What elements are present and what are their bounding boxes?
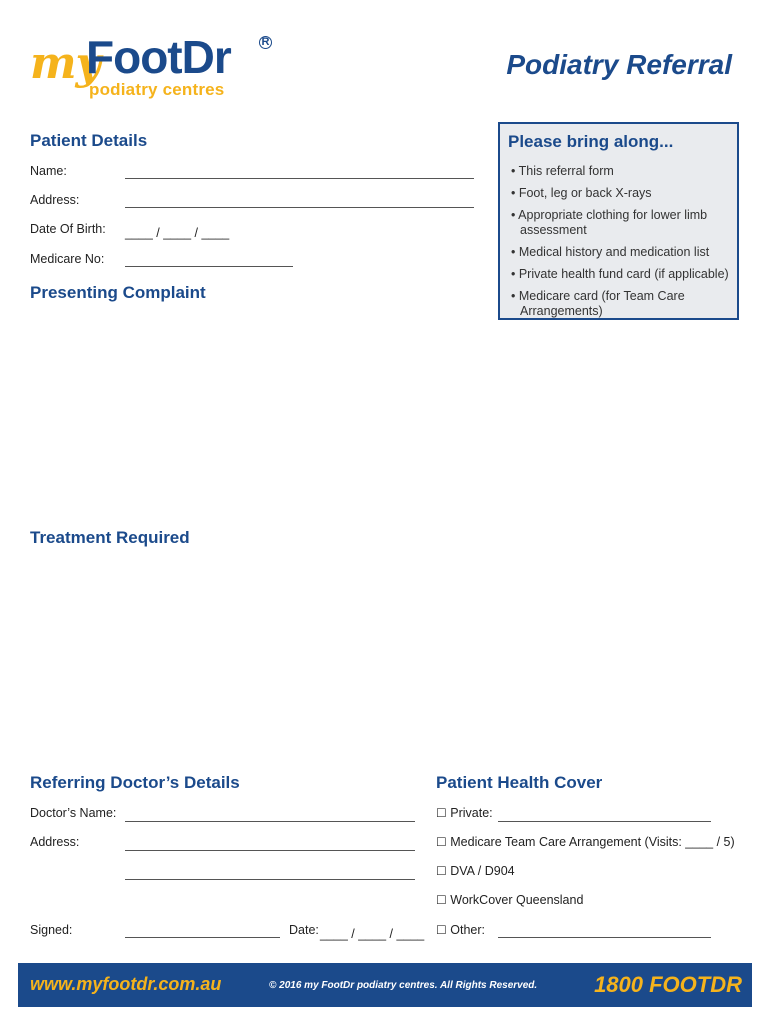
website-link[interactable]: www.myfootdr.com.au: [30, 974, 222, 994]
referring-doctor-heading: Referring Doctor’s Details: [30, 773, 240, 792]
signature-field[interactable]: [125, 937, 280, 938]
date-label: Date:: [289, 923, 319, 937]
date-field[interactable]: ____ / ____ / ____: [320, 927, 425, 941]
logo-prefix: my: [30, 38, 101, 89]
health-cover-heading: Patient Health Cover: [436, 773, 603, 792]
patient-name-field[interactable]: [125, 178, 474, 179]
patient-address-field[interactable]: [125, 207, 474, 208]
list-item: • Medicare card (for Team Care Arrangements): [511, 289, 685, 318]
signed-label: Signed:: [30, 923, 73, 937]
medicare-tca-label: Medicare Team Care Arrangement (Visits: ____ / 5): [450, 835, 735, 849]
phone-number[interactable]: 1800 FOOTDR: [594, 972, 742, 997]
patient-details-heading: Patient Details: [30, 131, 148, 150]
bring-along-list: [500, 164, 737, 326]
medicare-tca-option[interactable]: [436, 835, 735, 849]
dob-label: Date Of Birth:: [30, 222, 106, 236]
private-label: Private:: [450, 806, 493, 820]
copyright-text: © 2016 my FootDr podiatry centres. All Rights Reserved.: [269, 980, 538, 991]
list-item: • This referral form: [511, 164, 614, 178]
dob-field[interactable]: ____ / ____ / ____: [125, 226, 230, 240]
doctor-address-field[interactable]: [125, 850, 415, 851]
bring-along-heading: Please bring along...: [508, 132, 674, 151]
other-label: Other:: [450, 923, 485, 937]
dva-option[interactable]: [436, 864, 515, 878]
other-cover-field[interactable]: [498, 937, 711, 938]
private-fund-field[interactable]: [498, 821, 711, 822]
dva-label: DVA / D904: [450, 864, 515, 878]
presenting-complaint-heading: Presenting Complaint: [30, 283, 206, 302]
logo-tagline: podiatry centres: [89, 80, 225, 99]
name-label: Name:: [30, 164, 67, 178]
medicare-number-field[interactable]: [125, 266, 293, 267]
registered-mark: R: [259, 36, 272, 49]
medicare-number-label: Medicare No:: [30, 252, 105, 266]
doctor-address-field-line2[interactable]: [125, 879, 415, 880]
other-option[interactable]: [436, 923, 485, 937]
doctor-address-label: Address:: [30, 835, 80, 849]
doctor-name-field[interactable]: [125, 821, 415, 822]
logo-brand: FootDr: [86, 31, 231, 83]
private-option[interactable]: [436, 806, 493, 820]
form-title: Podiatry Referral: [506, 49, 732, 80]
bring-along-box: [498, 122, 739, 320]
doctor-name-label: Doctor’s Name:: [30, 806, 117, 820]
workcover-option[interactable]: [436, 893, 583, 907]
presenting-complaint-area[interactable]: [30, 310, 740, 515]
checkbox-icon[interactable]: ☐: [436, 806, 447, 820]
treatment-required-area[interactable]: [30, 555, 740, 760]
workcover-label: WorkCover Queensland: [450, 893, 584, 907]
address-label: Address:: [30, 193, 80, 207]
treatment-required-heading: Treatment Required: [30, 528, 190, 547]
list-item: • Foot, leg or back X-rays: [511, 186, 652, 200]
checkbox-icon[interactable]: ☐: [436, 893, 447, 907]
footer-bar: [18, 963, 752, 1007]
checkbox-icon[interactable]: ☐: [436, 864, 447, 878]
checkbox-icon[interactable]: ☐: [436, 835, 447, 849]
list-item: • Appropriate clothing for lower limb assessment: [511, 208, 708, 237]
checkbox-icon[interactable]: ☐: [436, 923, 447, 937]
list-item: • Private health fund card (if applicable): [511, 267, 729, 281]
list-item: • Medical history and medication list: [511, 245, 710, 259]
